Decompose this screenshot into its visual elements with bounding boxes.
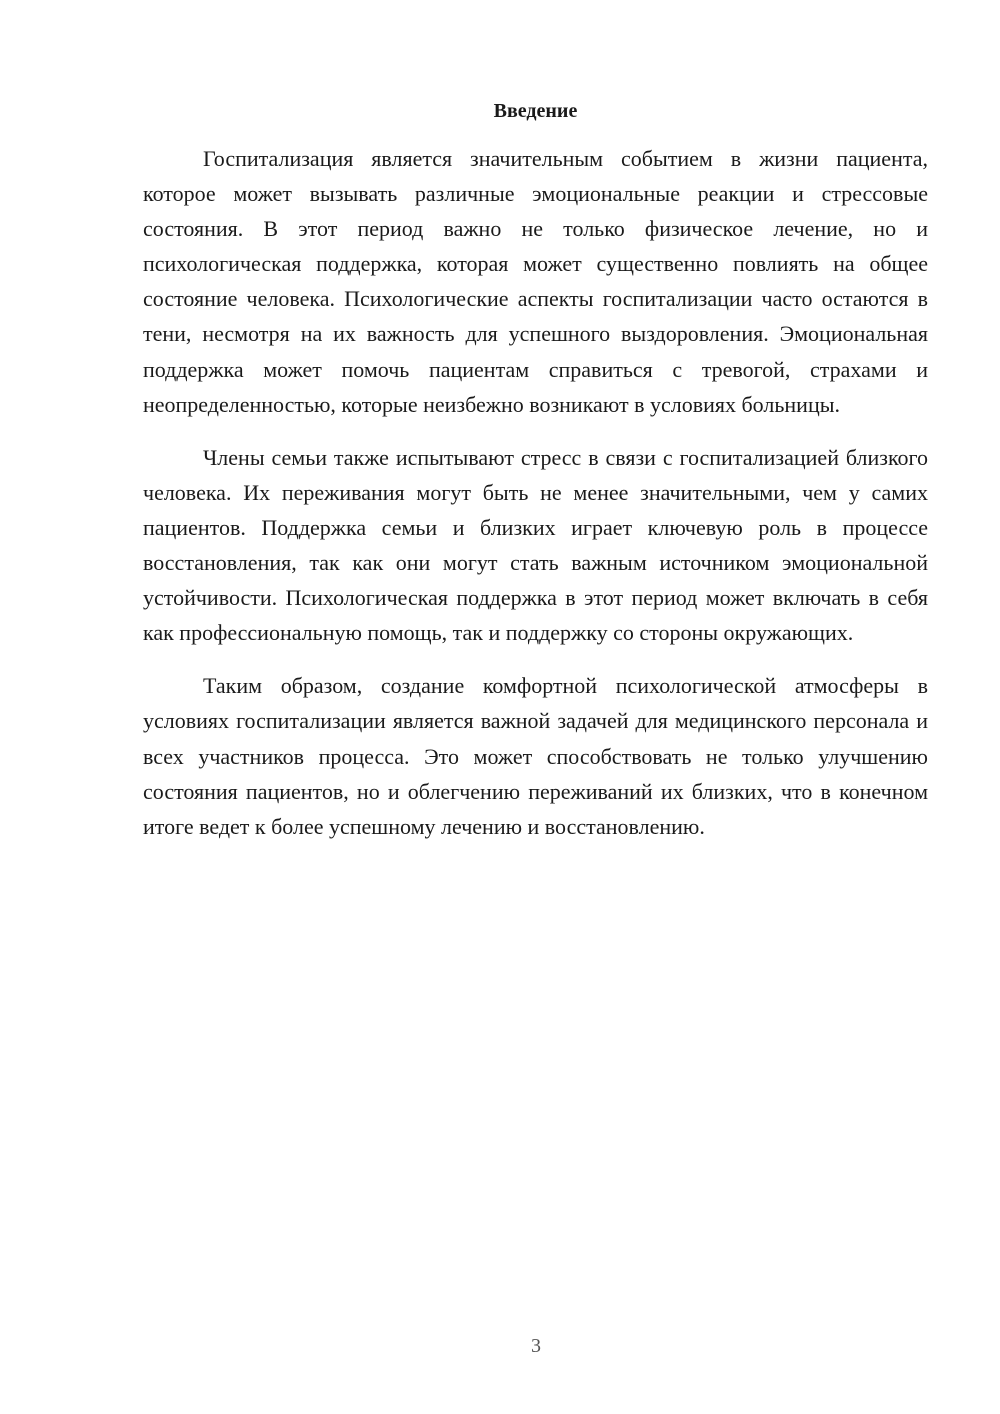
section-title: Введение	[493, 100, 578, 122]
paragraph-hospitalization: Госпитализация является значительным событием в жизни пациента, которое может вызывать различные эмоциональные реакции и стрессовые состояния. В этот период важно не только физическое лечение, но и психологическая поддержка, которая может существенно повлиять на общее состояние человека. Психологические аспекты госпитализации часто остаются в тени, несмотря на их важность для успешного выздоровления. Эмоциональная поддержка может помочь пациентам справиться с тревогой, страхами и неопределенностью, которые неизбежно возникают в условиях больницы.	[143, 146, 928, 417]
paragraph-conclusion: Таким образом, создание комфортной психологической атмосферы в условиях госпитализации является важной задачей для медицинского персонала и всех участников процесса. Это может способствовать не только улучшению состояния пациентов, но и облегчению переживаний их близких, что в конечном итоге ведет к более успешному лечению и восстановлению.	[143, 673, 928, 839]
paragraph-family-stress: Члены семьи также испытывают стресс в связи с госпитализацией близкого человека. Их переживания могут быть не менее значительными, чем у самих пациентов. Поддержка семьи и близких играет ключевую роль в процессе восстановления, так как они могут стать важным источником эмоциональной устойчивости. Психологическая поддержка в этот период может включать в себя как профессиональную помощь, так и поддержку со стороны окружающих.	[143, 444, 928, 646]
document-body	[143, 141, 928, 862]
page-number: 3	[531, 1335, 541, 1357]
